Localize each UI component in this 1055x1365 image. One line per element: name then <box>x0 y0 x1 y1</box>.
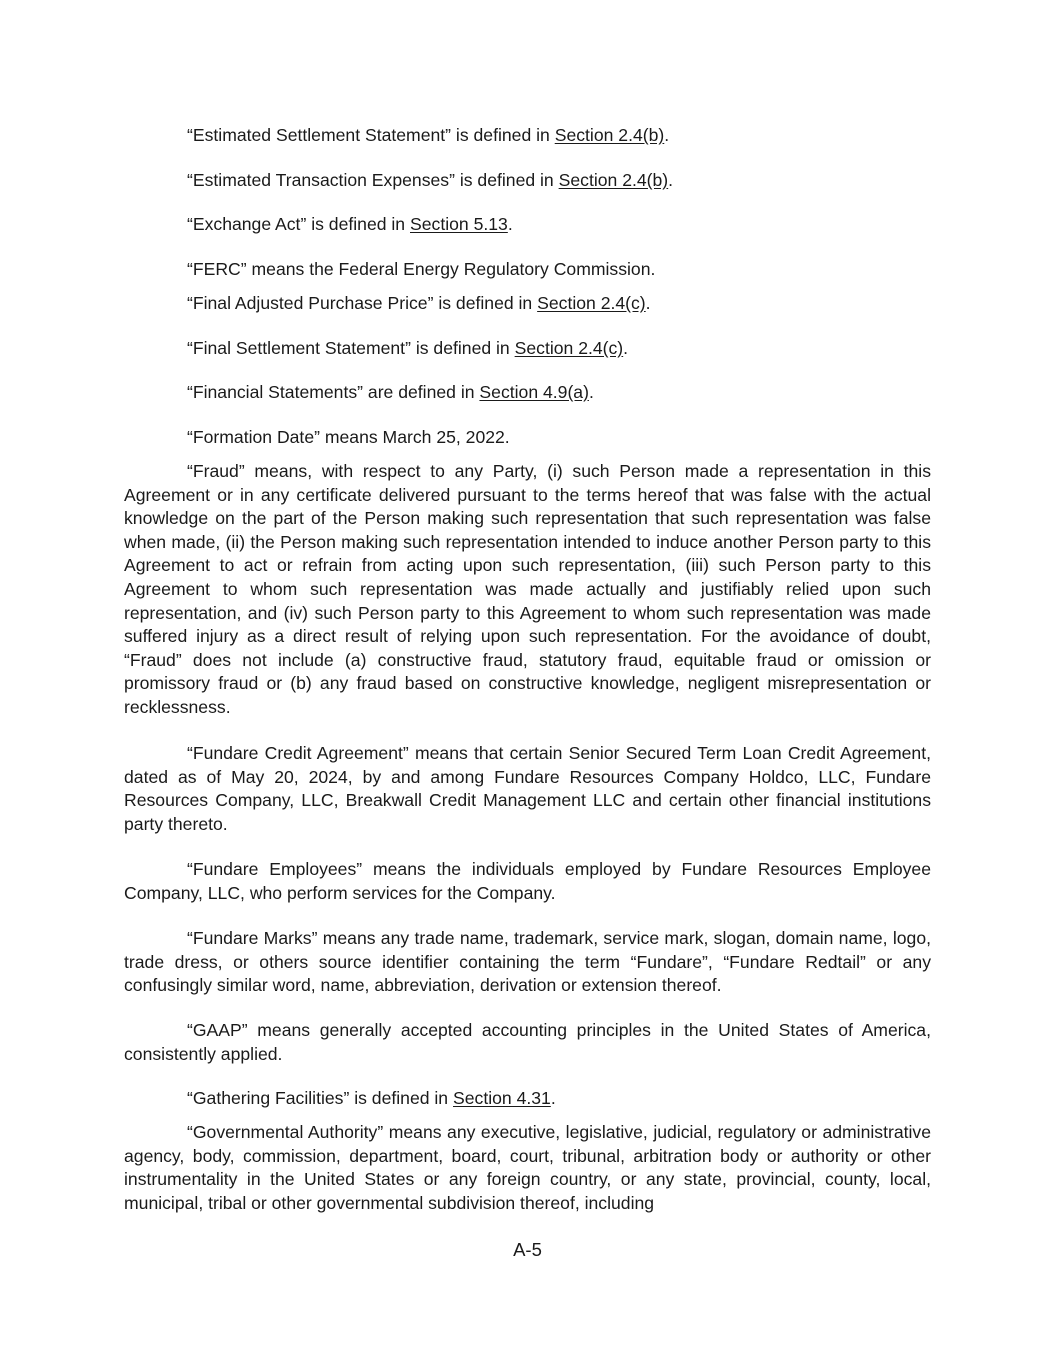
definition-text: is defined in <box>349 1088 453 1108</box>
section-reference: Section 4.9(a) <box>479 382 589 402</box>
definition-end: . <box>664 125 670 145</box>
section-reference: Section 5.13 <box>410 214 508 234</box>
defined-term: “Estimated Settlement Statement” <box>187 125 452 145</box>
definition-fundare-credit-agreement <box>124 742 931 836</box>
definition-end: . <box>588 382 594 402</box>
defined-term: “Fraud” <box>187 461 245 481</box>
definition-fraud <box>124 460 931 720</box>
defined-term: “Final Settlement Statement” <box>187 338 411 358</box>
definition-text: means any trade name, trademark, service mark, slogan, domain name, logo, trade dress, or others source identifier containing the term “Fundare”, “Fundare Redtail” or any confusingly similar word, name, abbreviation, derivation or extension thereof. <box>124 928 932 996</box>
definition-ferc <box>124 258 931 282</box>
definition-text: means the Federal Energy Regulatory Commission. <box>246 259 656 279</box>
section-reference: Section 2.4(c) <box>537 293 646 313</box>
definition-text: is defined in <box>306 214 410 234</box>
defined-term: “Financial Statements” <box>187 382 364 402</box>
definition-text: means March 25, 2022. <box>319 427 510 447</box>
definition-end: . <box>507 214 513 234</box>
defined-term: “Fundare Marks” <box>187 928 318 948</box>
definition-text: means generally accepted accounting principles in the United States of America, consistently applied. <box>124 1020 931 1064</box>
definition-text: is defined in <box>451 125 555 145</box>
definition-estimated-settlement-statement <box>124 124 931 148</box>
definition-fundare-marks <box>124 927 931 998</box>
definition-exchange-act <box>124 213 931 237</box>
definition-fundare-employees <box>124 858 931 905</box>
definition-estimated-transaction-expenses <box>124 169 931 193</box>
definition-gaap <box>124 1019 931 1066</box>
definition-formation-date <box>124 426 931 450</box>
definition-text: are defined in <box>363 382 480 402</box>
defined-term: “Fundare Credit Agreement” <box>187 743 409 763</box>
definition-end: . <box>645 293 651 313</box>
defined-term: “Formation Date” <box>187 427 320 447</box>
definition-text: means any executive, legislative, judicial, regulatory or administrative agency, body, commission, department, board, court, tribunal, arbitration body or authority or other instrumentality in the United States or any foreign country, or any state, provincial, county, local, municipal, tribal or other governmental subdivision thereof, including <box>124 1122 931 1213</box>
definition-final-settlement-statement <box>124 337 931 361</box>
definition-final-adjusted-purchase-price <box>124 292 931 316</box>
section-reference: Section 2.4(b) <box>558 170 669 190</box>
definition-text: means that certain Senior Secured Term Loan Credit Agreement, dated as of May 20, 2024, by and among Fundare Resources Company Holdco, LLC, Fundare Resources Company, LLC, Breakwall Credit Management LLC and certain other financial institutions party thereto. <box>124 743 931 834</box>
defined-term: “Governmental Authority” <box>187 1122 384 1142</box>
definition-text: means the individuals employed by Fundare Resources Employee Company, LLC, who perform services for the Company. <box>124 859 931 903</box>
definition-financial-statements <box>124 381 931 405</box>
section-reference: Section 2.4(b) <box>554 125 665 145</box>
definition-text: is defined in <box>410 338 515 358</box>
definition-end: . <box>623 338 629 358</box>
definition-text: is defined in <box>454 170 559 190</box>
defined-term: “Gathering Facilities” <box>187 1088 350 1108</box>
defined-term: “Fundare Employees” <box>187 859 363 879</box>
definition-gathering-facilities <box>124 1087 931 1111</box>
definition-end: . <box>668 170 674 190</box>
defined-term: “GAAP” <box>187 1020 248 1040</box>
defined-term: “Exchange Act” <box>187 214 307 234</box>
definition-end: . <box>550 1088 556 1108</box>
section-reference: Section 2.4(c) <box>514 338 624 358</box>
defined-term: “Estimated Transaction Expenses” <box>187 170 455 190</box>
defined-term: “FERC” <box>187 259 247 279</box>
defined-term: “Final Adjusted Purchase Price” <box>187 293 434 313</box>
definition-text: means, with respect to any Party, (i) such Person made a representation in this Agreement or in any certificate delivered pursuant to the terms hereof that was false with the actual knowledge on the part of the Person making such representation that such representation was false when made, (ii) the Person making such representation intended to induce another Person party to this Agreement to act or refrain from acting upon such representation, (iii) such Person party to this Agreement to whom such representation was made actually and justifiably relied upon such representation, and (iv) such Person party to this Agreement to whom such representation was made suffered injury as a direct result of relying upon such representation. For the avoidance of doubt, “Fraud” does not include (a) constructive fraud, statutory fraud, equitable fraud or omission or promissory fraud or (b) any fraud based on constructive knowledge, negligent misrepresentation or recklessness. <box>124 461 931 717</box>
definition-governmental-authority <box>124 1121 931 1215</box>
page-number: A-5 <box>513 1239 542 1260</box>
definition-text: is defined in <box>433 293 538 313</box>
section-reference: Section 4.31 <box>453 1088 551 1108</box>
